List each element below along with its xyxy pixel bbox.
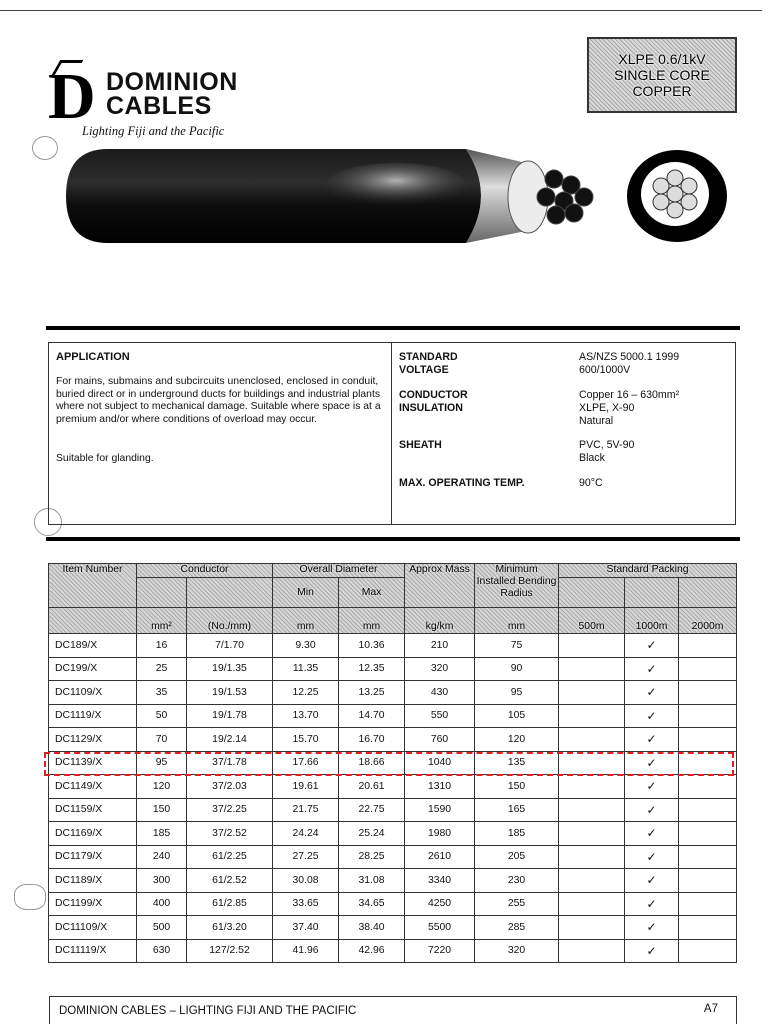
header-approx-mass: Approx Mass: [405, 564, 475, 608]
cell-radius: 205: [475, 845, 559, 869]
cell-item: DC1129/X: [49, 728, 137, 752]
cell-strand: 37/2.25: [187, 798, 273, 822]
checkmark-icon: ✓: [646, 896, 657, 911]
highlighted-row-marker: [44, 752, 734, 776]
header-bending-radius: Minimum Installed Bending Radius: [475, 564, 559, 608]
cell-max: 20.61: [339, 775, 405, 799]
unit-max: mm: [339, 608, 405, 634]
cell-p1000: [625, 869, 679, 893]
header-conductor: Conductor: [137, 564, 273, 578]
cell-mass: 1980: [405, 822, 475, 846]
cell-p1000: [625, 822, 679, 846]
cell-max: 16.70: [339, 728, 405, 752]
column-divider: [391, 343, 392, 524]
table-row: [49, 657, 737, 681]
cell-mass: 3340: [405, 869, 475, 893]
table-row: [49, 775, 737, 799]
packing-500m: 500m: [559, 608, 625, 634]
cell-max: 25.24: [339, 822, 405, 846]
cell-strand: 19/1.78: [187, 704, 273, 728]
unit-area: mm²: [137, 608, 187, 634]
application-text: For mains, submains and subcircuits unenclosed, enclosed in conduit, buried direct or in underground ducts for buildings and industrial plants where not subject to mechanical damage. Suitable where space is at a premium and/or where conditions of overload may occur.: [56, 376, 381, 425]
cell-min: 13.70: [273, 704, 339, 728]
cell-p1000: [625, 798, 679, 822]
checkmark-icon: ✓: [646, 779, 657, 794]
logo-tagline: Lighting Fiji and the Pacific: [82, 124, 225, 138]
checkmark-icon: ✓: [646, 732, 657, 747]
cell-radius: 285: [475, 916, 559, 940]
header-min: Min: [273, 578, 339, 608]
cell-min: 37.40: [273, 916, 339, 940]
cell-p500: [559, 634, 625, 658]
cell-p500: [559, 822, 625, 846]
checkmark-icon: ✓: [646, 685, 657, 700]
cell-max: 14.70: [339, 704, 405, 728]
cell-strand: 37/1.78: [187, 751, 273, 775]
cell-p2000: [679, 892, 737, 916]
cell-radius: 95: [475, 681, 559, 705]
logo-mark: D: [48, 60, 96, 133]
application-spec-box: [48, 342, 736, 525]
title-line-3: COPPER: [632, 83, 692, 99]
cell-strand: 19/1.53: [187, 681, 273, 705]
unit-min: mm: [273, 608, 339, 634]
cell-p1000: [625, 681, 679, 705]
cell-p500: [559, 798, 625, 822]
checkmark-icon: ✓: [646, 826, 657, 841]
checkmark-icon: ✓: [646, 943, 657, 958]
application-heading: APPLICATION: [56, 351, 130, 363]
cell-area: 50: [137, 704, 187, 728]
max-temp-value: 90°C: [579, 477, 603, 489]
cell-radius: 320: [475, 939, 559, 963]
cell-p1000: [625, 845, 679, 869]
cell-p1000: [625, 775, 679, 799]
packing-2000m: 2000m: [679, 608, 737, 634]
cell-radius: 230: [475, 869, 559, 893]
checkmark-icon: ✓: [646, 638, 657, 653]
table-row: [49, 728, 737, 752]
cell-p1000: [625, 657, 679, 681]
cell-p2000: [679, 728, 737, 752]
cell-p500: [559, 916, 625, 940]
cell-radius: 150: [475, 775, 559, 799]
cell-radius: 255: [475, 892, 559, 916]
cell-p1000: [625, 916, 679, 940]
cell-radius: 75: [475, 634, 559, 658]
cell-radius: 135: [475, 751, 559, 775]
cell-p2000: [679, 634, 737, 658]
checkmark-icon: ✓: [646, 920, 657, 935]
application-glanding: Suitable for glanding.: [56, 453, 154, 464]
cell-min: 33.65: [273, 892, 339, 916]
checkmark-icon: ✓: [646, 873, 657, 888]
header-item-number: Item Number: [49, 564, 137, 608]
cell-mass: 4250: [405, 892, 475, 916]
table-row: [49, 822, 737, 846]
cable-cross-section: [625, 148, 729, 244]
cell-min: 11.35: [273, 657, 339, 681]
sheath-value: PVC, 5V-90: [579, 439, 635, 451]
cell-p1000: [625, 634, 679, 658]
cell-mass: 1310: [405, 775, 475, 799]
cell-min: 19.61: [273, 775, 339, 799]
cell-area: 500: [137, 916, 187, 940]
cell-p500: [559, 681, 625, 705]
cell-area: 400: [137, 892, 187, 916]
scan-punch-hole: [14, 884, 46, 910]
table-row: [49, 939, 737, 963]
cell-min: 30.08: [273, 869, 339, 893]
cell-radius: 185: [475, 822, 559, 846]
cell-item: DC1159/X: [49, 798, 137, 822]
cell-area: 95: [137, 751, 187, 775]
cell-area: 25: [137, 657, 187, 681]
cell-p2000: [679, 869, 737, 893]
table-body: [49, 634, 737, 963]
footer-text: DOMINION CABLES – LIGHTING FIJI AND THE PACIFIC: [59, 1005, 357, 1017]
table-row: [49, 869, 737, 893]
table-row: [49, 798, 737, 822]
checkmark-icon: ✓: [646, 755, 657, 770]
cell-min: 27.25: [273, 845, 339, 869]
cell-p2000: [679, 704, 737, 728]
cell-item: DC1179/X: [49, 845, 137, 869]
cell-min: 15.70: [273, 728, 339, 752]
cell-strand: 61/2.85: [187, 892, 273, 916]
cell-p1000: [625, 704, 679, 728]
cell-mass: 210: [405, 634, 475, 658]
table-row: [49, 681, 737, 705]
cell-mass: 760: [405, 728, 475, 752]
cell-p500: [559, 704, 625, 728]
cell-p500: [559, 728, 625, 752]
page-number: A7: [703, 1003, 718, 1015]
checkmark-icon: ✓: [646, 849, 657, 864]
table-row: [49, 916, 737, 940]
cell-max: 13.25: [339, 681, 405, 705]
cell-strand: 61/2.25: [187, 845, 273, 869]
cell-strand: 37/2.52: [187, 822, 273, 846]
sheath-label: SHEATH: [399, 439, 442, 451]
cell-radius: 165: [475, 798, 559, 822]
cell-item: DC1189/X: [49, 869, 137, 893]
cell-mass: 1590: [405, 798, 475, 822]
insulation-value: XLPE, X-90: [579, 402, 635, 414]
cell-item: DC11119/X: [49, 939, 137, 963]
cell-max: 34.65: [339, 892, 405, 916]
cell-max: 28.25: [339, 845, 405, 869]
cell-p500: [559, 657, 625, 681]
cell-strand: 61/3.20: [187, 916, 273, 940]
cell-min: 17.66: [273, 751, 339, 775]
insulation-colour: Natural: [579, 415, 614, 427]
max-temp-label: MAX. OPERATING TEMP.: [399, 477, 525, 489]
cell-p2000: [679, 775, 737, 799]
sheath-colour: Black: [579, 452, 605, 464]
cell-item: DC1149/X: [49, 775, 137, 799]
cell-max: 38.40: [339, 916, 405, 940]
cell-mass: 2610: [405, 845, 475, 869]
packing-1000m: 1000m: [625, 608, 679, 634]
section-rule: [46, 537, 740, 541]
cell-p2000: [679, 657, 737, 681]
cell-strand: 37/2.03: [187, 775, 273, 799]
cell-p500: [559, 892, 625, 916]
cell-p1000: [625, 892, 679, 916]
cell-item: DC1199/X: [49, 892, 137, 916]
cell-min: 21.75: [273, 798, 339, 822]
product-title-box: [587, 37, 737, 113]
standard-value: AS/NZS 5000.1 1999: [579, 351, 680, 363]
top-rule: [0, 10, 762, 11]
cell-p1000: [625, 939, 679, 963]
cell-max: 42.96: [339, 939, 405, 963]
section-rule: [46, 326, 740, 330]
checkmark-icon: ✓: [646, 708, 657, 723]
cell-radius: 120: [475, 728, 559, 752]
logo-word-dominion: DOMINION: [106, 68, 238, 96]
cell-strand: 19/2.14: [187, 728, 273, 752]
voltage-value: 600/1000V: [579, 364, 631, 376]
cable-illustration: [66, 145, 606, 245]
cell-p2000: [679, 798, 737, 822]
table-row: [49, 892, 737, 916]
cell-strand: 7/1.70: [187, 634, 273, 658]
title-line-2: SINGLE CORE: [614, 67, 710, 83]
cell-p2000: [679, 822, 737, 846]
cell-item: DC11109/X: [49, 916, 137, 940]
cell-item: DC1119/X: [49, 704, 137, 728]
standard-label: STANDARD: [399, 351, 458, 363]
table-row: [49, 845, 737, 869]
cell-p500: [559, 869, 625, 893]
cell-mass: 5500: [405, 916, 475, 940]
cell-area: 35: [137, 681, 187, 705]
cell-strand: 127/2.52: [187, 939, 273, 963]
header-overall-diameter: Overall Diameter: [273, 564, 405, 578]
conductor-value: Copper 16 – 630mm²: [579, 389, 680, 401]
cell-p2000: [679, 939, 737, 963]
cell-max: 18.66: [339, 751, 405, 775]
cell-item: DC199/X: [49, 657, 137, 681]
table-row: [49, 634, 737, 658]
dominion-cables-logo: [48, 60, 258, 144]
scan-punch-hole: [32, 136, 58, 160]
table-row: [49, 704, 737, 728]
checkmark-icon: ✓: [646, 661, 657, 676]
cell-strand: 61/2.52: [187, 869, 273, 893]
cell-area: 70: [137, 728, 187, 752]
cell-strand: 19/1.35: [187, 657, 273, 681]
checkmark-icon: ✓: [646, 802, 657, 817]
cell-p500: [559, 939, 625, 963]
cell-item: DC189/X: [49, 634, 137, 658]
cell-item: DC1109/X: [49, 681, 137, 705]
conductor-label: CONDUCTOR: [399, 389, 468, 401]
cell-min: 24.24: [273, 822, 339, 846]
cell-min: 9.30: [273, 634, 339, 658]
cell-mass: 7220: [405, 939, 475, 963]
cell-item: DC1169/X: [49, 822, 137, 846]
cell-area: 300: [137, 869, 187, 893]
cell-mass: 320: [405, 657, 475, 681]
cell-min: 12.25: [273, 681, 339, 705]
cell-mass: 430: [405, 681, 475, 705]
cell-area: 630: [137, 939, 187, 963]
cell-p2000: [679, 916, 737, 940]
cell-radius: 105: [475, 704, 559, 728]
cell-area: 150: [137, 798, 187, 822]
unit-radius: mm: [475, 608, 559, 634]
cell-area: 185: [137, 822, 187, 846]
cell-max: 12.35: [339, 657, 405, 681]
page-footer: [49, 996, 737, 1024]
cell-radius: 90: [475, 657, 559, 681]
header-standard-packing: Standard Packing: [559, 564, 737, 578]
cell-max: 22.75: [339, 798, 405, 822]
cell-p500: [559, 845, 625, 869]
voltage-label: VOLTAGE: [399, 364, 449, 376]
logo-word-cables: CABLES: [106, 92, 212, 120]
cell-min: 41.96: [273, 939, 339, 963]
cell-p1000: [625, 728, 679, 752]
unit-mass: kg/km: [405, 608, 475, 634]
title-line-1: XLPE 0.6/1kV: [618, 51, 706, 67]
cell-p2000: [679, 845, 737, 869]
cell-area: 120: [137, 775, 187, 799]
cell-item: DC1139/X: [49, 751, 137, 775]
header-max: Max: [339, 578, 405, 608]
insulation-label: INSULATION: [399, 402, 463, 414]
cell-max: 31.08: [339, 869, 405, 893]
cell-p500: [559, 775, 625, 799]
cell-mass: 1040: [405, 751, 475, 775]
cell-max: 10.36: [339, 634, 405, 658]
unit-strand: (No./mm): [187, 608, 273, 634]
cell-area: 240: [137, 845, 187, 869]
cell-p2000: [679, 681, 737, 705]
cell-mass: 550: [405, 704, 475, 728]
cell-area: 16: [137, 634, 187, 658]
